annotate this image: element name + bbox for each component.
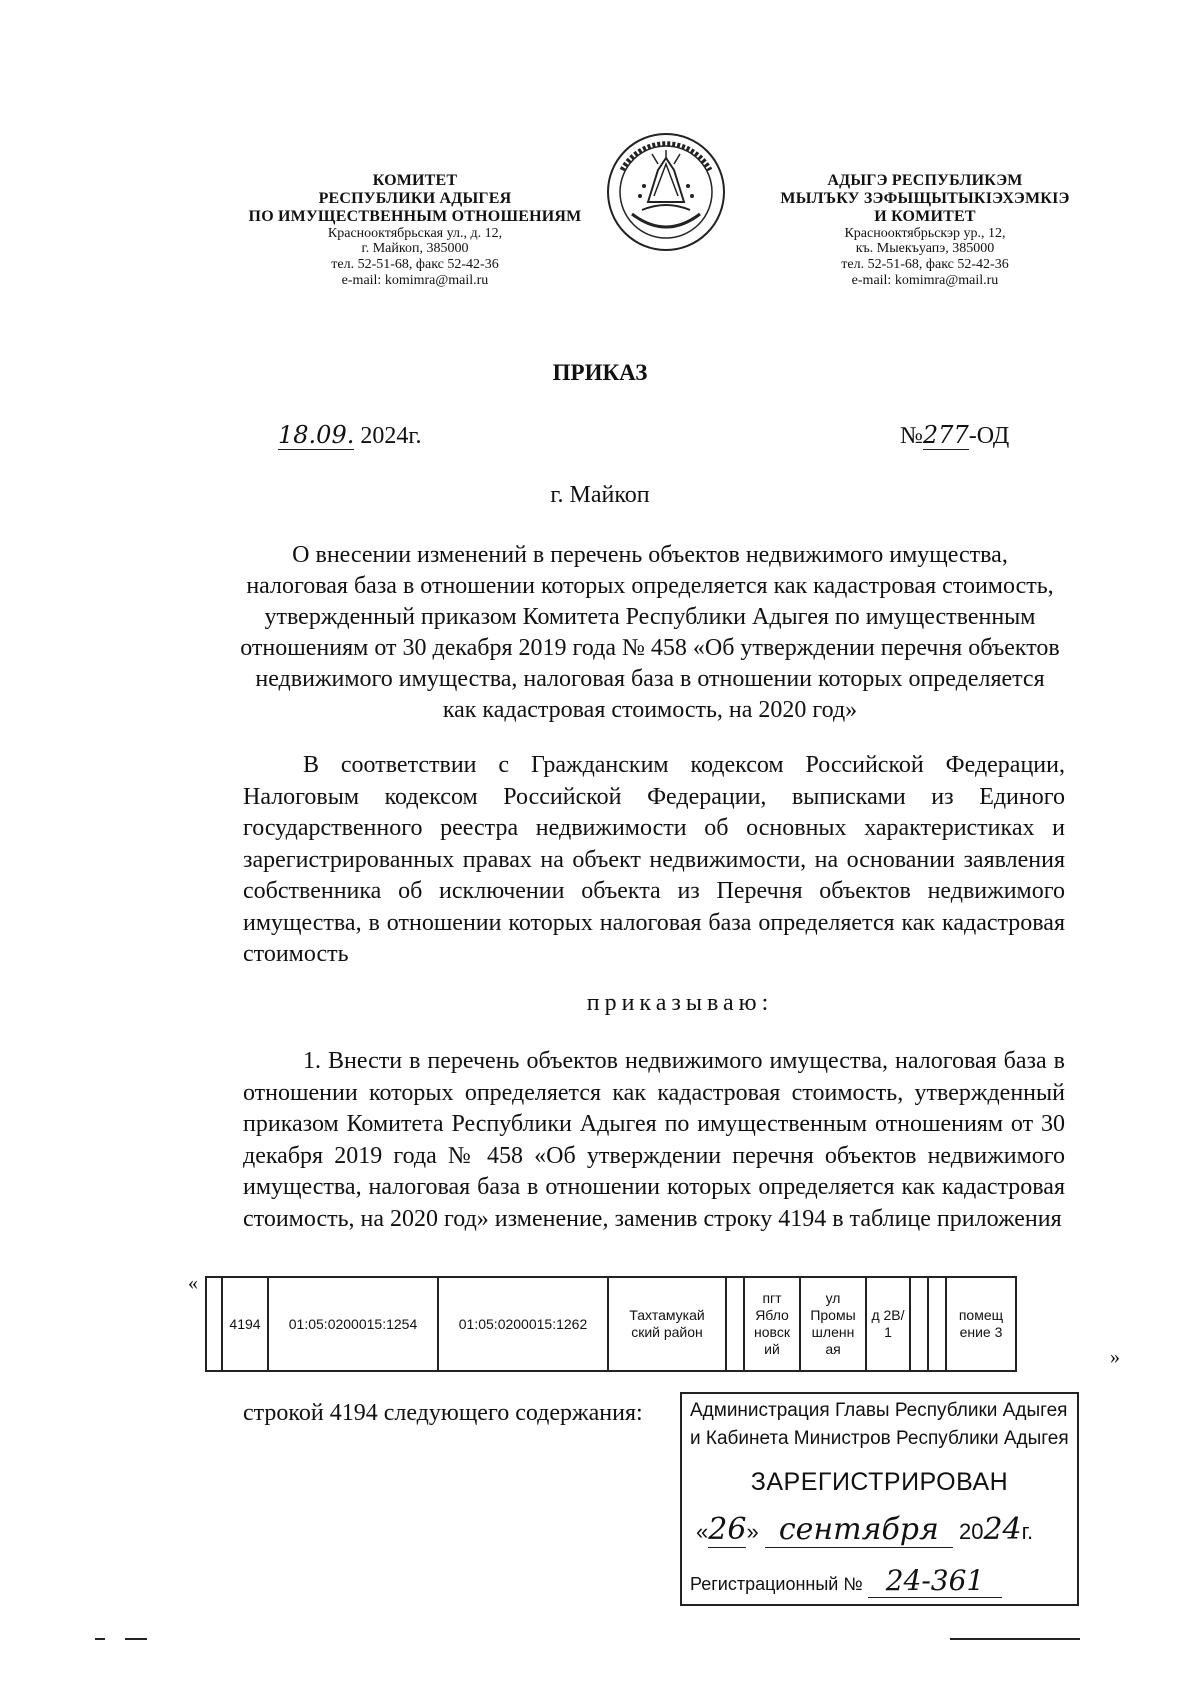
org-name-adyghe-line1: АДЫГЭ РЕСПУБЛИКЭМ — [827, 172, 1023, 189]
table-cell-premises: помещ ение 3 — [946, 1277, 1016, 1371]
org-name-line2: РЕСПУБЛИКИ АДЫГЕЯ — [318, 189, 512, 207]
order-number-handwritten: 277 — [922, 421, 969, 449]
stamp-status: ЗАРЕГИСТРИРОВАН — [750, 1468, 1009, 1496]
org-address: Краснооктябрьская ул., д. 12, — [327, 225, 503, 241]
table-cell-empty — [928, 1277, 946, 1371]
table-cell-cadastral-number: 01:05:0200015:1254 — [268, 1277, 438, 1371]
header-right-block — [725, 172, 1125, 288]
footer-mark — [125, 1638, 147, 1640]
stamp-day-open: « — [696, 1519, 709, 1544]
stamp-day: 26 — [708, 1512, 747, 1547]
stamp-reg-value: 24-361 — [868, 1564, 1003, 1598]
preamble-text: В соответствии с Гражданским кодексом Российской Федерации, Налоговым кодексом Российской Федерации, выписками из Единого государственного реестра недвижимости об основных характеристиках и зарегистрированных правах на объект недвижимости, на основании заявления собственника об исключении объекта из Перечня объектов недвижимого имущества, в отношении которых налоговая база определяется как кадастровая стоимость — [243, 752, 1065, 967]
org-address-adyghe: Краснооктябрьскэр ур., 12, — [844, 225, 1006, 241]
org-phone-adyghe: тел. 52-51-68, факс 52-42-36 — [841, 257, 1009, 273]
table-cell-settlement: пгт Ябло новск ий — [744, 1277, 800, 1371]
table-cell-empty — [206, 1277, 222, 1371]
org-name-adyghe-line2: МЫЛЪКУ ЗЭФЫЩЫТЫКIЭХЭМКIЭ — [780, 189, 1070, 207]
item1-text: 1. Внести в перечень объектов недвижимого имущества, налоговая база в отношении которых определяется как кадастровая стоимость, утвержденный приказом Комитета Республики Адыгея по имущественным отношениям от 30 декабря 2019 года № 458 «Об утверждении перечня объектов недвижимого имущества, налоговая база в отношении которых определяется как кадастровая стоимость, на 2020 год» изменение, заменив строку 4194 в таблице приложения — [243, 1048, 1065, 1232]
stamp-month: сентября — [765, 1512, 953, 1548]
table-cell-cadastral-number-building: 01:05:0200015:1262 — [438, 1277, 608, 1371]
order-number-prefix: № — [900, 423, 923, 449]
org-name-line1: КОМИТЕТ — [372, 172, 458, 189]
footer-mark — [950, 1638, 1080, 1640]
item1-paragraph — [243, 1046, 1065, 1235]
stamp-reg-number — [690, 1564, 1002, 1598]
after-table-text: строкой 4194 следующего содержания: — [243, 1400, 643, 1426]
replacement-table — [205, 1276, 1017, 1372]
coat-of-arms-icon — [602, 130, 730, 254]
org-city-adyghe: къ. Мыекъуапэ, 385000 — [855, 241, 995, 257]
order-date — [278, 421, 421, 450]
stamp-year-end: г. — [1021, 1519, 1034, 1544]
decree-word: приказываю: — [586, 990, 774, 1016]
quote-open: « — [188, 1272, 198, 1294]
table-cell-district: Тахтамукай ский район — [608, 1277, 726, 1371]
org-email: e-mail: komimra@mail.ru — [341, 272, 489, 288]
org-city: г. Майкоп, 385000 — [361, 241, 469, 257]
stamp-date — [696, 1512, 1033, 1548]
table-row — [206, 1277, 1016, 1371]
stamp-reg-label: Регистрационный № — [690, 1574, 863, 1594]
table-cell-empty — [726, 1277, 744, 1371]
header-left-block — [215, 172, 615, 288]
order-date-year: 2024г. — [360, 423, 422, 449]
table-cell-empty — [910, 1277, 928, 1371]
order-subject: О внесении изменений в перечень объектов недвижимого имущества, налоговая база в отношении которых определяется как кадастровая стоимость, утвержденный приказом Комитета Республики Адыгея по имущественным отношениям от 30 декабря 2019 года № 458 «Об утверждении перечня объектов недвижимого имущества, налоговая база в отношении которых определяется как кадастровая стоимость, на 2020 год» — [240, 542, 1060, 723]
document-title: ПРИКАЗ — [552, 360, 648, 385]
footer-mark — [95, 1638, 105, 1640]
table-cell-street: ул Промы шленн ая — [800, 1277, 866, 1371]
org-name-line3: ПО ИМУЩЕСТВЕННЫМ ОТНОШЕНИЯМ — [248, 207, 582, 225]
org-email-adyghe: e-mail: komimra@mail.ru — [851, 272, 999, 288]
order-number-suffix: -ОД — [968, 423, 1010, 449]
preamble-paragraph — [243, 750, 1065, 971]
org-phone: тел. 52-51-68, факс 52-42-36 — [331, 257, 499, 273]
order-date-handwritten: 18.09. — [278, 421, 355, 449]
stamp-line2: и Кабинета Министров Республики Адыгея — [690, 1428, 1069, 1449]
stamp-year-suffix: 24 — [983, 1512, 1022, 1547]
table-cell-house: д 2В/ 1 — [866, 1277, 910, 1371]
order-number — [900, 421, 1009, 450]
stamp-line1: Администрация Главы Республики Адыгея — [690, 1400, 1068, 1421]
registration-stamp — [680, 1392, 1079, 1606]
quote-close: » — [1110, 1346, 1120, 1368]
stamp-year-prefix: 20 — [958, 1519, 984, 1544]
order-city: г. Майкоп — [550, 482, 650, 508]
stamp-day-close: » — [746, 1519, 759, 1544]
org-name-adyghe-line3: И КОМИТЕТ — [874, 207, 976, 225]
table-cell-row-number: 4194 — [222, 1277, 268, 1371]
